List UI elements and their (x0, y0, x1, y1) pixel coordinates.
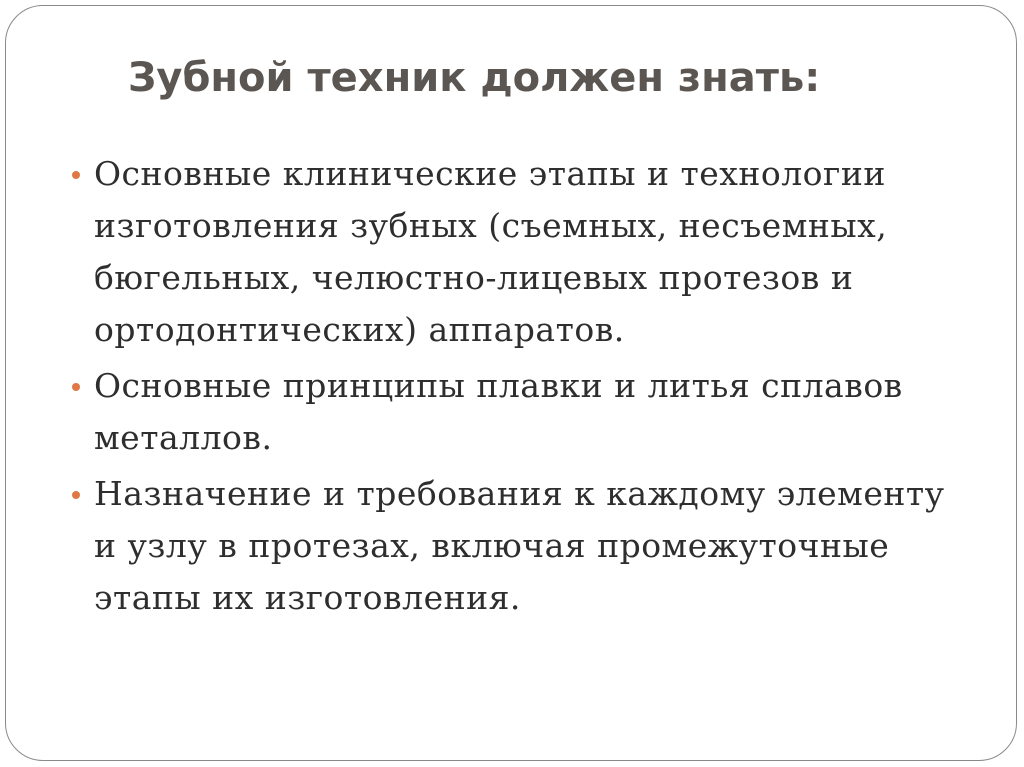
bullet-item-clinical-stages (64, 148, 964, 356)
bullet-dot-icon (72, 383, 80, 391)
bullet-list (64, 148, 964, 628)
slide-frame (5, 5, 1017, 761)
bullet-text: Назначение и требования к каждому элементу и узлу в протезах, включая промежуточные этапы их изготовления. (94, 474, 945, 617)
bullet-item-requirements (64, 468, 964, 624)
slide-title: Зубной техник должен знать: (128, 55, 821, 101)
bullet-text: Основные клинические этапы и технологии изготовления зубных (съемных, несъемных, бюгельных, челюстно-лицевых протезов и ортодонтических) аппаратов. (94, 154, 888, 349)
bullet-dot-icon (72, 171, 80, 179)
bullet-text: Основные принципы плавки и литья сплавов металлов. (94, 366, 903, 457)
bullet-item-melting-casting (64, 360, 964, 464)
bullet-dot-icon (72, 491, 80, 499)
